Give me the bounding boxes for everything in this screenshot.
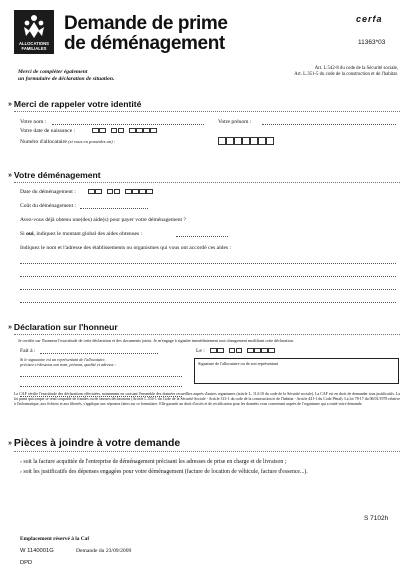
aides-question: Avez-vous déjà obtenu une(des) aide(s) pour payer votre déménagement ? <box>20 217 186 223</box>
cerfa-logo: cerfa <box>356 14 383 24</box>
allocataire-label: Numéro d'allocataire (si vous en possédez un) : <box>20 139 116 145</box>
divider <box>14 451 400 452</box>
legal-references: Art. L 542-8 du code de la Sécurité sociale, Art. L.351-5 du code de la construction et de l'habitat. <box>294 66 398 77</box>
family-icon <box>22 14 46 40</box>
divider <box>14 182 400 183</box>
pieces-heading: » Pièces à joindre à votre demande <box>8 437 181 449</box>
le-label: Le : <box>196 348 205 354</box>
move-heading: » Votre déménagement <box>8 170 101 180</box>
page-title: Demande de prime de déménagement <box>64 13 228 54</box>
representative-line[interactable] <box>20 381 182 387</box>
identity-heading: » Merci de rappeler votre identité <box>8 99 142 109</box>
caf-logo <box>14 10 54 54</box>
form-ref: W 1140001G <box>20 548 54 554</box>
montant-label: Si oui, indiquez le montant global des aides obtenues : <box>20 231 143 237</box>
etab-field-line[interactable] <box>20 297 396 303</box>
arrow-right-icon: › <box>20 469 22 475</box>
arrow-right-icon: › <box>20 459 22 465</box>
cerfa-number: 11363*03 <box>358 39 386 46</box>
date-field[interactable] <box>88 189 153 194</box>
representative-note: Si le signataire est un représentant de l'allocataire, précisez ci-dessous son nom, prénom, qualité et adresse : <box>20 357 117 367</box>
chevron-right-icon: » <box>8 100 12 108</box>
cout-field[interactable] <box>80 203 148 209</box>
le-field[interactable] <box>210 348 275 353</box>
request-date: Demande du 23/09/2009 <box>76 548 132 554</box>
representative-line[interactable] <box>20 371 182 377</box>
naissance-label: Votre date de naissance : <box>20 128 76 134</box>
nom-field[interactable] <box>52 119 204 125</box>
prenom-label: Votre prénom : <box>218 119 252 125</box>
montant-field[interactable] <box>176 231 228 237</box>
chevron-right-icon: » <box>8 323 12 331</box>
chevron-right-icon: » <box>8 439 12 447</box>
certify-text: Je certifie sur l'honneur l'exactitude de cette déclaration et des documents joints. Je m'engage à signaler immédiatement tout changement modifiant cette déclaration. <box>18 338 294 343</box>
signature-label: Signature de l'allocataire ou de son représentant <box>198 361 279 366</box>
prenom-field[interactable] <box>262 119 396 125</box>
date-label: Date du déménagement : <box>20 189 76 195</box>
signature-box[interactable] <box>194 358 399 384</box>
etab-label: Indiquez le nom et l'adresse des établissements ou organismes qui vous ont accordé ces aides : <box>20 245 232 251</box>
intro-note: Merci de compléter également un formulaire de déclaration de situation. <box>18 69 115 82</box>
dpd-label: DPD <box>20 560 33 566</box>
divider <box>14 111 400 112</box>
reserved-label: Emplacement réservé à la Caf <box>20 536 90 542</box>
declaration-heading: » Déclaration sur l'honneur <box>8 322 118 332</box>
form-code: S 7102h <box>364 515 389 522</box>
list-item: › soit la facture acquittée de l'entreprise de déménagement précisant les adresses de prise en charge et de livraison ; <box>20 459 287 465</box>
fine-print: La CAF vérifie l'exactitude des déclarations effectuées, notamment en croisant l'ensemble des données recueillies auprès d'autres organismes (article L. 114-10 du code de la Sécurité sociale). La CAF est en droit de demander tous justificatifs. La loi punit quiconque se rend coupable de fraudes ou de fausses déclarations (Article L.554-1 du Code de la Sécurité Sociale - Article 313-1 du code de la construction et de l'habitat - Article 441-1 du Code Pénal). La loi 78-17 du 06/01/1978 relative à l'informatique, aux fichiers et aux libertés, s'applique aux réponses faites sur ce formulaire. Elle garantit un droit d'accès et de rectification pour les données vous concernant auprès de l'organisme qui a traité votre demande. <box>14 392 400 406</box>
fait-field[interactable] <box>40 348 158 354</box>
etab-field-line[interactable] <box>20 271 396 277</box>
list-item: › soit les justificatifs des dépenses engagées pour votre déménagement (facture de location de véhicule, facture d'essence...). <box>20 469 308 475</box>
naissance-field[interactable] <box>92 128 157 133</box>
etab-field-line[interactable] <box>20 284 396 290</box>
divider <box>14 334 400 335</box>
nom-label: Votre nom : <box>20 119 47 125</box>
cout-label: Coût du déménagement : <box>20 203 77 209</box>
etab-field-line[interactable] <box>20 258 396 264</box>
fait-label: Fait à : <box>20 348 36 354</box>
chevron-right-icon: » <box>8 171 12 179</box>
allocataire-field[interactable] <box>218 137 274 145</box>
logo-text: ALLOCATIONS FAMILIALES <box>19 41 49 51</box>
